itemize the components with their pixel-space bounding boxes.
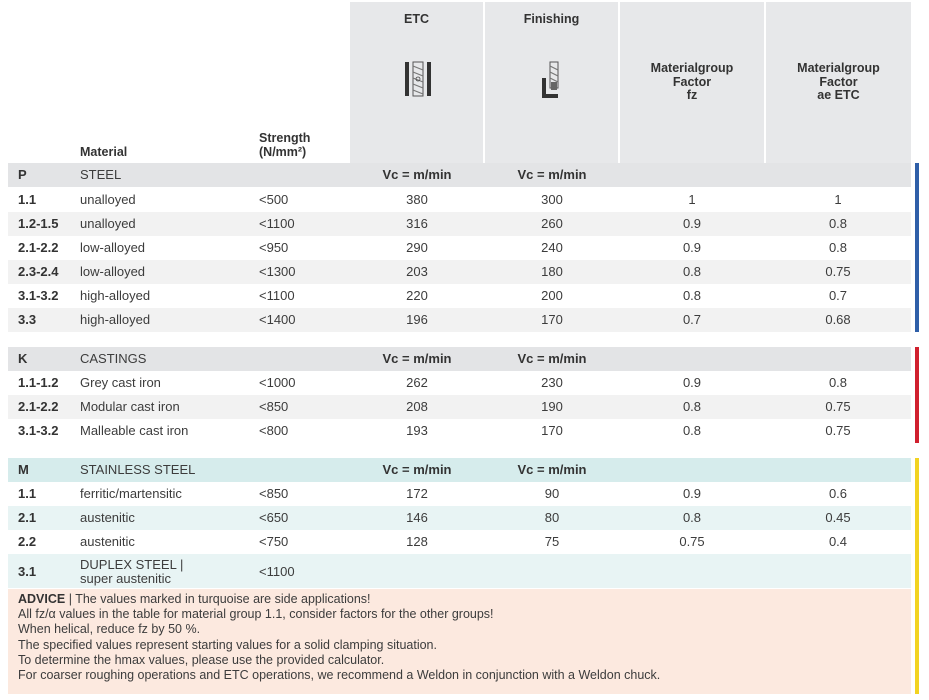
table-row: [8, 419, 911, 443]
table-row: [8, 554, 911, 588]
row-etc: 172: [406, 486, 428, 501]
row-finishing: 75: [544, 534, 560, 549]
row-etc: 380: [406, 192, 428, 207]
row-strength: <1000: [259, 375, 296, 390]
row-finishing: 230: [541, 375, 563, 390]
fz-heading-line3: fz: [686, 88, 698, 102]
row-code: 3.3: [18, 312, 37, 327]
row-ae: 0.75: [825, 264, 851, 279]
row-strength: <850: [259, 399, 289, 414]
advice-line-4: To determine the hmax values, please use the provided calculator.: [18, 652, 385, 667]
row-ae: 0.8: [828, 240, 848, 255]
row-material: high-alloyed: [80, 288, 151, 303]
row-code: 3.1-3.2: [18, 423, 59, 438]
row-code: 2.1-2.2: [18, 399, 59, 414]
strength-heading-line1: Strength: [259, 131, 311, 145]
row-material: austenitic: [80, 510, 135, 525]
vc-etc: Vc = m/min: [382, 167, 452, 182]
table-row: [8, 395, 911, 419]
row-material: unalloyed: [80, 216, 136, 231]
row-ae: 0.75: [825, 423, 851, 438]
row-etc: 220: [406, 288, 428, 303]
row-finishing: 240: [541, 240, 563, 255]
group-name: STAINLESS STEEL: [80, 462, 196, 477]
vc-etc: Vc = m/min: [382, 462, 452, 477]
row-strength: <1100: [259, 288, 295, 303]
row-ae: 0.7: [828, 288, 848, 303]
steel-group-marker: [915, 163, 919, 332]
row-code: 1.2-1.5: [18, 216, 59, 231]
advice-line-1: All fz/α values in the table for material group 1.1, consider factors for the other groups!: [18, 607, 494, 622]
table-row: [8, 260, 911, 284]
table-row: [8, 371, 911, 395]
row-material: low-alloyed: [80, 240, 146, 255]
row-etc: 193: [406, 423, 428, 438]
section-castings: [8, 347, 911, 371]
row-etc: 146: [406, 510, 428, 525]
row-material: austenitic: [80, 534, 135, 549]
row-finishing: 180: [541, 264, 563, 279]
table-row: [8, 236, 911, 260]
vc-etc: Vc = m/min: [382, 351, 452, 366]
row-material: Modular cast iron: [80, 399, 180, 414]
row-fz: 0.7: [682, 312, 702, 327]
row-material: Malleable cast iron: [80, 423, 189, 438]
finishing-heading: Finishing: [523, 12, 580, 26]
vc-finishing: Vc = m/min: [517, 462, 587, 477]
row-strength: <1400: [259, 312, 296, 327]
advice-line-0: The values marked in turquoise are side applications!: [75, 592, 371, 606]
advice-box: [8, 589, 911, 694]
vc-finishing: Vc = m/min: [517, 167, 587, 182]
ae-heading-line3: ae ETC: [817, 88, 860, 102]
advice-line-5: For coarser roughing operations and ETC operations, we recommend a Weldon in conjunction with a Weldon chuck.: [18, 668, 661, 683]
group-name: STEEL: [80, 167, 122, 182]
row-material: ferritic/martensitic: [80, 486, 182, 501]
table-row: [8, 482, 911, 506]
row-etc: 128: [406, 534, 428, 549]
row-ae: 0.4: [828, 534, 848, 549]
row-ae: 1: [834, 192, 842, 207]
row-strength: <1300: [259, 264, 296, 279]
row-fz: 0.75: [679, 534, 705, 549]
table-row: [8, 188, 911, 212]
row-finishing: 300: [541, 192, 563, 207]
row-etc: 316: [406, 216, 428, 231]
row-fz: 0.8: [682, 510, 702, 525]
row-material-line2: super austenitic: [80, 571, 172, 586]
row-code: 1.1: [18, 192, 37, 207]
row-fz: 0.9: [682, 486, 702, 501]
row-ae: 0.6: [828, 486, 848, 501]
ae-heading-line1: Materialgroup: [797, 61, 880, 75]
row-code: 3.1-3.2: [18, 288, 59, 303]
advice-heading-line: [8, 589, 911, 607]
row-fz: 0.8: [682, 264, 702, 279]
section-stainless-steel: [8, 458, 911, 482]
row-code: 2.3-2.4: [18, 264, 59, 279]
row-ae: 0.45: [825, 510, 851, 525]
row-finishing: 260: [541, 216, 563, 231]
row-code: 1.1: [18, 486, 37, 501]
row-strength: <500: [259, 192, 289, 207]
row-code: 3.1: [18, 564, 37, 579]
table-row: [8, 284, 911, 308]
finishing-tool-icon: [538, 60, 566, 100]
advice-line-3: The specified values represent starting values for a solid clamping situation.: [18, 637, 437, 652]
table-row: [8, 308, 911, 332]
row-strength: <1100: [259, 564, 295, 579]
advice-line-2: When helical, reduce fz by 50 %.: [18, 622, 201, 637]
row-finishing: 170: [541, 312, 563, 327]
row-material: low-alloyed: [80, 264, 146, 279]
row-ae: 0.75: [825, 399, 851, 414]
row-code: 1.1-1.2: [18, 375, 59, 390]
row-etc: 262: [406, 375, 428, 390]
row-strength: <650: [259, 510, 289, 525]
material-heading: Material: [80, 145, 128, 159]
row-fz: 0.9: [682, 240, 702, 255]
row-code: 2.2: [18, 534, 37, 549]
advice-heading: ADVICE: [18, 592, 66, 606]
castings-group-marker: [915, 347, 919, 443]
row-material: high-alloyed: [80, 312, 151, 327]
group-code: M: [18, 462, 29, 477]
row-etc: 196: [406, 312, 428, 327]
row-finishing: 90: [544, 486, 560, 501]
strength-heading-line2: (N/mm²): [259, 145, 307, 159]
row-strength: <950: [259, 240, 289, 255]
ae-heading-line2: Factor: [819, 75, 858, 89]
row-material: Grey cast iron: [80, 375, 161, 390]
row-finishing: 80: [544, 510, 560, 525]
row-fz: 0.9: [682, 216, 702, 231]
fz-heading-line1: Materialgroup: [650, 61, 734, 75]
row-finishing: 200: [541, 288, 563, 303]
row-etc: 203: [406, 264, 428, 279]
stainless-group-marker: [915, 458, 919, 694]
row-ae: 0.8: [828, 216, 848, 231]
section-steel: [8, 163, 911, 187]
row-strength: <800: [259, 423, 289, 438]
row-fz: 0.8: [682, 399, 702, 414]
row-fz: 0.8: [682, 423, 702, 438]
row-etc: 290: [406, 240, 428, 255]
fz-heading-line2: Factor: [672, 75, 712, 89]
row-fz: 1: [688, 192, 696, 207]
row-strength: <750: [259, 534, 289, 549]
row-strength: <1100: [259, 216, 295, 231]
table-row: [8, 530, 911, 554]
row-etc: 208: [406, 399, 428, 414]
etc-heading: ETC: [404, 12, 429, 26]
row-finishing: 190: [541, 399, 563, 414]
table-row: [8, 212, 911, 236]
row-fz: 0.9: [682, 375, 702, 390]
advice-separator: |: [65, 592, 76, 606]
etc-tool-icon: [404, 60, 432, 98]
row-material-line1: DUPLEX STEEL |: [80, 557, 184, 572]
row-material: unalloyed: [80, 192, 136, 207]
table-row: [8, 506, 911, 530]
vc-finishing: Vc = m/min: [517, 351, 587, 366]
row-ae: 0.68: [825, 312, 851, 327]
row-code: 2.1: [18, 510, 37, 525]
row-fz: 0.8: [682, 288, 702, 303]
row-ae: 0.8: [828, 375, 848, 390]
group-code: K: [18, 351, 28, 366]
group-name: CASTINGS: [80, 351, 147, 366]
row-strength: <850: [259, 486, 289, 501]
row-finishing: 170: [541, 423, 563, 438]
row-code: 2.1-2.2: [18, 240, 59, 255]
group-code: P: [18, 167, 27, 182]
